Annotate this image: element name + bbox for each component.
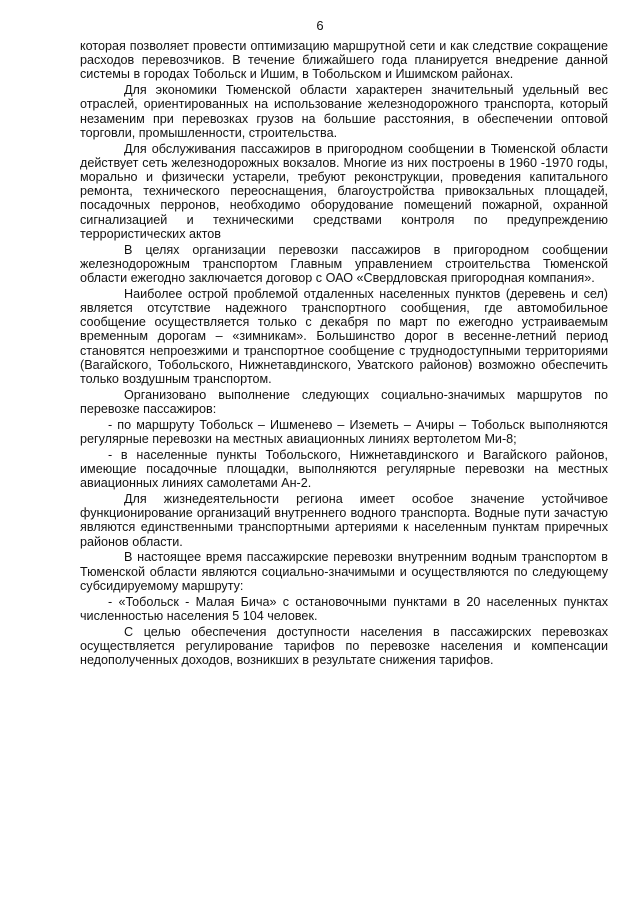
- paragraph-tariff-regulation: С целью обеспечения доступности населения в пассажирских перевозках осуществляется регулирование тарифов по перевозке населения и компенсации недополученных доходов, возникших в результате снижения тарифов.: [80, 624, 608, 668]
- page-number: 6: [316, 18, 324, 33]
- list-item-an2-route: - в населенные пункты Тобольского, Нижнетавдинского и Вагайского районов, имеющие посадочные площадки, выполняются регулярные перевозки на местных авиационных линиях самолетами Ан-2.: [80, 447, 608, 491]
- paragraph-suburban-contract: В целях организации перевозки пассажиров в пригородном сообщении железнодорожным транспортом Главным управлением строительства Тюменской области ежегодно заключается договор с ОАО «Свердловская пригородная компания».: [80, 242, 608, 286]
- paragraph-railway-stations: Для обслуживания пассажиров в пригородном сообщении в Тюменской области действует сеть железнодорожных вокзалов. Многие из них построены в 1960 -1970 годы, морально и физически устарели, требуют реконструкции, проведения капитального ремонта, технического переоснащения, благоустройства привокзальных площадей, посадочных перронов, необходимо оборудование помещений пожарной, охранной сигнализацией и техническими средствами контроля по предупреждению террористических актов: [80, 141, 608, 241]
- list-item-water-route: - «Тобольск - Малая Бича» с остановочными пунктами в 20 населенных пунктах численностью населения 5 104 человек.: [80, 594, 608, 623]
- document-body: [80, 39, 608, 669]
- paragraph-remote-settlements: Наиболее острой проблемой отдаленных населенных пунктов (деревень и сел) является отсутствие надежного транспортного сообщения, где автомобильное сообщение осуществляется только с декабря по март по ежегодно устраиваемым временным дорогам – «зимникам». Большинство дорог в весенне-летний период становятся непроезжими и транспортное сообщение с труднодоступными территориями (Вагайского, Тобольского, Нижнетавдинского, Уватского районов) возможно обеспечить только воздушным транспортом.: [80, 286, 608, 387]
- list-item-helicopter-route: - по маршруту Тобольск – Ишменево – Иземеть – Ачиры – Тобольск выполняются регулярные перевозки на местных авиационных линиях вертолетом Ми-8;: [80, 417, 608, 447]
- paragraph-water-route-intro: В настоящее время пассажирские перевозки внутренним водным транспортом в Тюменской области являются социально-значимыми и осуществляются по следующему субсидируемому маршруту:: [80, 550, 608, 593]
- paragraph-water-transport: Для жизнедеятельности региона имеет особое значение устойчивое функционирование организаций внутреннего водного транспорта. Водные пути зачастую являются единственными транспортными артериями к населенным пунктам приречных районов области.: [80, 492, 608, 549]
- paragraph-railway-economy: Для экономики Тюменской области характерен значительный удельный вес отраслей, ориентированных на использование железнодорожного транспорта, который незаменим при перевозках грузов на большие расстояния, в обеспечении оптовой торговли, промышленности, строительства.: [80, 83, 608, 140]
- paragraph-route-optimization: которая позволяет провести оптимизацию маршрутной сети и как следствие сокращение расходов перевозчиков. В течение ближайшего года планируется внедрение данной системы в городах Тобольск и Ишим, в Тобольском и Ишимском районах.: [80, 39, 608, 82]
- paragraph-social-routes-intro: Организовано выполнение следующих социально-значимых маршрутов по перевозке пассажиров:: [80, 387, 608, 417]
